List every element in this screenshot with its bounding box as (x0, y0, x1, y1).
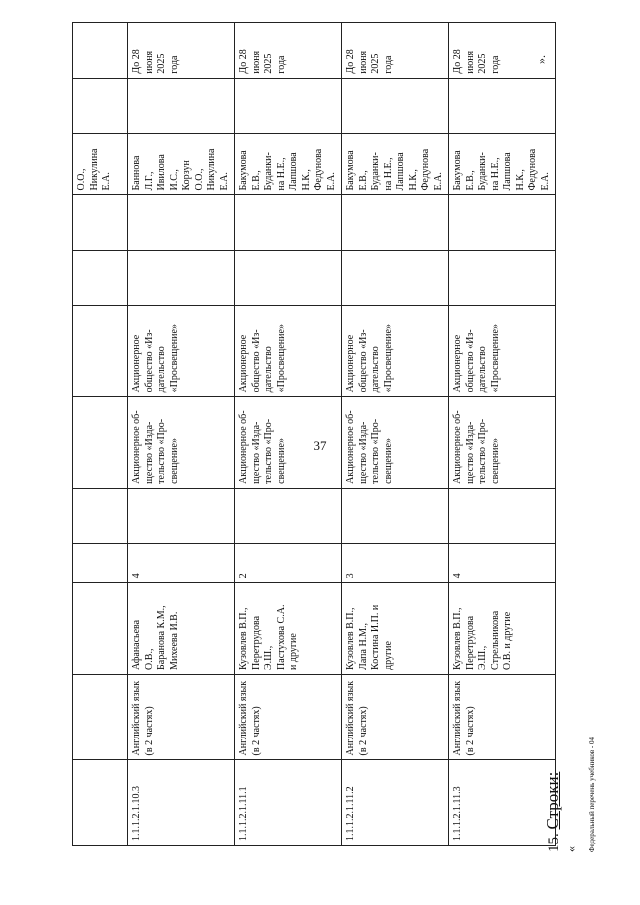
deadline-cell: До 28 июня 2025 года (128, 23, 235, 79)
table-cell (73, 488, 128, 543)
empty-cell (342, 195, 449, 250)
empty-cell (128, 195, 235, 250)
section-heading (543, 772, 563, 852)
table-cell (73, 23, 128, 79)
table-row (235, 23, 342, 846)
subject-cell: Английский язык (в 2 частях) (449, 674, 556, 760)
subject-cell: Английский язык (в 2 частях) (342, 674, 449, 760)
subject-cell: Английский язык (в 2 частях) (128, 674, 235, 760)
empty-cell (128, 250, 235, 305)
publisher-cell: Акционерное об- щество «Изда- тельство «Про- свещение» (449, 397, 556, 489)
empty-cell (235, 78, 342, 133)
empty-cell (449, 250, 556, 305)
textbook-list-table (72, 22, 556, 846)
authors-cell: Афанасьева О.В., Баранова К.М., Михеева И.В. (128, 583, 235, 675)
publisher-cell: Акционерное об- щество «Изда- тельство «Про- свещение» (342, 397, 449, 489)
grade-cell: 2 (235, 543, 342, 582)
deadline-cell: До 28 июня 2025 года (235, 23, 342, 79)
grade-cell: 4 (128, 543, 235, 582)
table-cell (73, 760, 128, 846)
publisher-cell: Акционерное общество «Из- дательство «Просвещение» (342, 305, 449, 397)
section-number: 15. (546, 833, 562, 852)
page-number: 37 (313, 438, 327, 453)
deadline-cell: До 28 июня 2025 года (342, 23, 449, 79)
code-cell: 1.1.1.2.1.11.2 (342, 760, 449, 846)
footer-text: Федеральный перечень учебников - 04 (588, 737, 596, 852)
publisher-cell: Акционерное общество «Из- дательство «Просвещение» (235, 305, 342, 397)
deadline-cell: До 28 июня 2025 года (449, 23, 556, 79)
table-cell (73, 78, 128, 133)
table-cell (73, 195, 128, 250)
section-caption: Строки: (543, 771, 562, 830)
authors-cell: Кузовлев В.П., Перетрудова Э.Ш., Стрельникова О.В. и другие (449, 583, 556, 675)
authors-cell: Кузовлев В.П., Лапа Н.М., Костина И.П. и другие (342, 583, 449, 675)
empty-cell (128, 488, 235, 543)
table-cell (73, 397, 128, 489)
table-cell (73, 674, 128, 760)
empty-cell (128, 78, 235, 133)
table-cell (73, 250, 128, 305)
table-row-continued (73, 23, 128, 846)
empty-cell (449, 195, 556, 250)
publisher-cell: Акционерное общество «Из- дательство «Просвещение» (128, 305, 235, 397)
experts-cell: Бакумова Е.В., Буданки- на Н.Е., Лапшова Н.К., Федунова Е.А. (449, 133, 556, 195)
experts-cell: Бакумова Е.В., Буданки- на Н.Е., Лапшова Н.К., Федунова Е.А. (342, 133, 449, 195)
code-cell: 1.1.1.2.1.11.3 (449, 760, 556, 846)
publisher-cell: Акционерное общество «Из- дательство «Просвещение» (449, 305, 556, 397)
publisher-cell: Акционерное об- щество «Изда- тельство «Про- свещение» (235, 397, 342, 489)
empty-cell (449, 488, 556, 543)
experts-cell: Бакумова Е.В., Буданки- на Н.Е., Лапшова Н.К., Федунова Е.А. (235, 133, 342, 195)
table-cell (73, 583, 128, 675)
empty-cell (235, 195, 342, 250)
publisher-cell: Акционерное об- щество «Изда- тельство «Про- свещение» (128, 397, 235, 489)
experts-cell: Баннова Л.Г., Ивилова И.С., Корзун О.О., Никулина Е.А. (128, 133, 235, 195)
rotated-page-content (40, 22, 600, 882)
empty-cell (235, 250, 342, 305)
table-cell (73, 305, 128, 397)
subject-cell: Английский язык (в 2 частях) (235, 674, 342, 760)
empty-cell (235, 488, 342, 543)
closing-quote: ». (534, 55, 548, 64)
table-cell (73, 543, 128, 582)
opening-quote: « (564, 846, 578, 852)
empty-cell (342, 250, 449, 305)
code-cell: 1.1.1.2.1.11.1 (235, 760, 342, 846)
grade-cell: 4 (449, 543, 556, 582)
experts-cell: О.О., Никулина Е.А. (73, 133, 128, 195)
table-row (449, 23, 556, 846)
code-cell: 1.1.1.2.1.10.3 (128, 760, 235, 846)
empty-cell (449, 78, 556, 133)
table-row (128, 23, 235, 846)
grade-cell: 3 (342, 543, 449, 582)
empty-cell (342, 78, 449, 133)
table-row (342, 23, 449, 846)
authors-cell: Кузовлев В.П., Перетрудова Э.Ш., Пастухова С.А. и другие (235, 583, 342, 675)
empty-cell (342, 488, 449, 543)
